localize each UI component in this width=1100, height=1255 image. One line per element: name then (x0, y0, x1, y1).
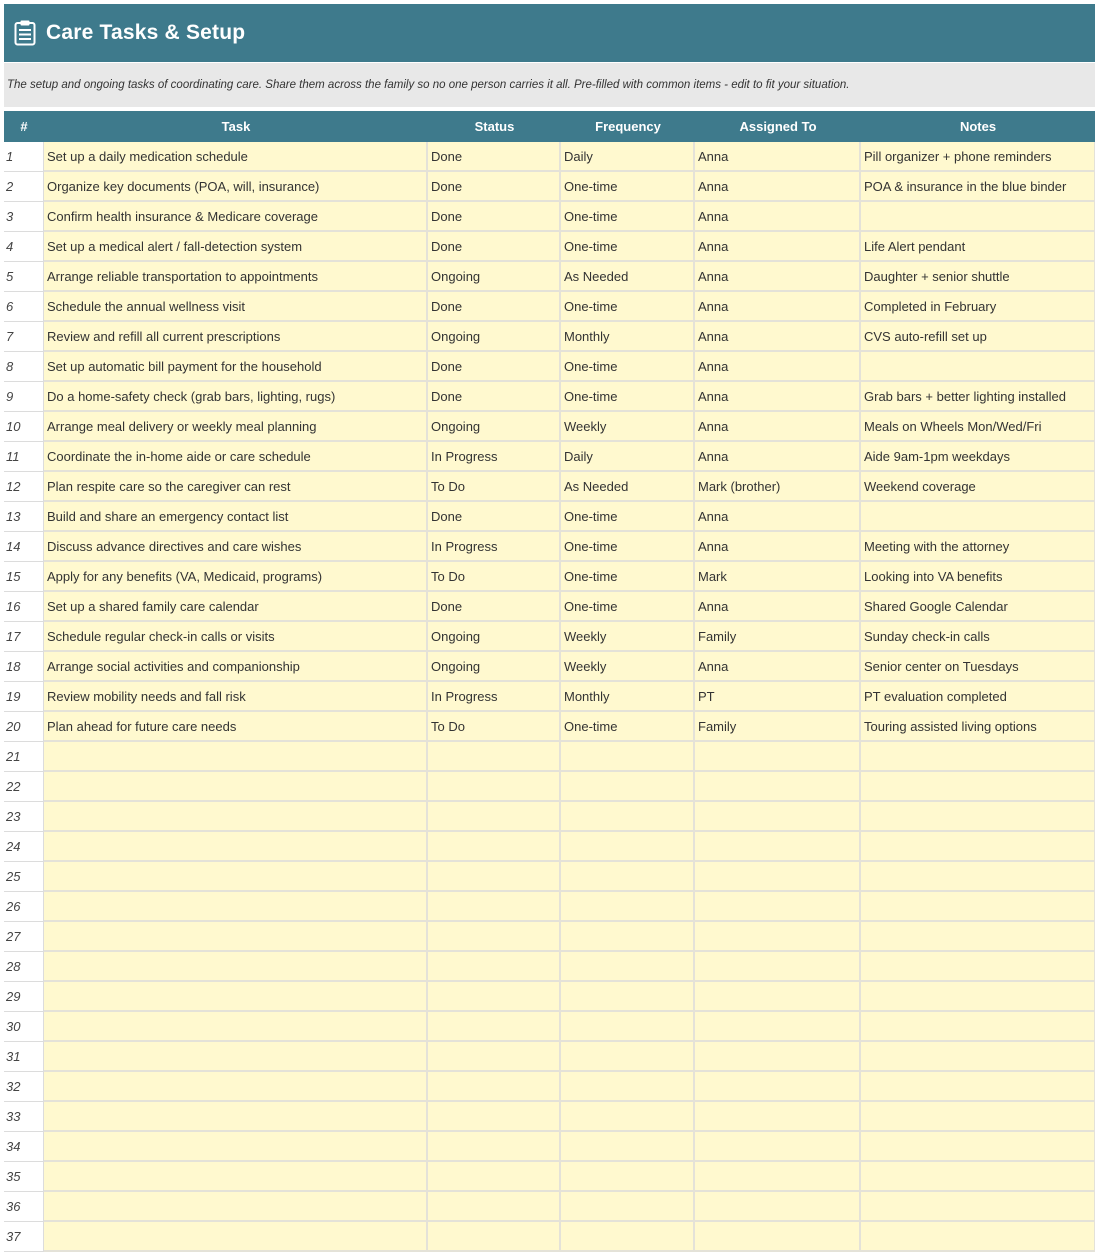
task-cell[interactable]: Schedule the annual wellness visit (44, 292, 428, 322)
notes-cell[interactable]: Aide 9am-1pm weekdays (861, 442, 1095, 472)
task-cell[interactable]: Schedule regular check-in calls or visits (44, 622, 428, 652)
assigned-to-cell[interactable] (695, 1162, 861, 1192)
task-cell[interactable]: Apply for any benefits (VA, Medicaid, programs) (44, 562, 428, 592)
frequency-cell[interactable]: One-time (561, 352, 695, 382)
assigned-to-cell[interactable] (695, 1072, 861, 1102)
task-cell[interactable] (44, 862, 428, 892)
assigned-to-cell[interactable]: Anna (695, 172, 861, 202)
frequency-cell[interactable]: One-time (561, 562, 695, 592)
frequency-cell[interactable] (561, 1162, 695, 1192)
frequency-cell[interactable] (561, 772, 695, 802)
tasks-table (4, 111, 1095, 1252)
row-number-cell: 26 (4, 892, 44, 922)
column-header-assigned-to[interactable]: Assigned To (695, 111, 861, 142)
assigned-to-cell[interactable]: Anna (695, 322, 861, 352)
table-row (4, 772, 1095, 802)
assigned-to-cell[interactable]: Anna (695, 352, 861, 382)
frequency-cell[interactable] (561, 892, 695, 922)
table-row (4, 712, 1095, 742)
task-cell[interactable]: Discuss advance directives and care wishes (44, 532, 428, 562)
notes-cell[interactable] (861, 772, 1095, 802)
status-cell[interactable] (428, 1042, 561, 1072)
row-number-cell: 21 (4, 742, 44, 772)
notes-cell[interactable] (861, 1042, 1095, 1072)
status-cell[interactable]: Done (428, 142, 561, 172)
notes-cell[interactable]: POA & insurance in the blue binder (861, 172, 1095, 202)
assigned-to-cell[interactable] (695, 1042, 861, 1072)
assigned-to-cell[interactable] (695, 772, 861, 802)
row-number-cell: 27 (4, 922, 44, 952)
frequency-cell[interactable]: One-time (561, 592, 695, 622)
status-cell[interactable]: To Do (428, 712, 561, 742)
frequency-cell[interactable]: One-time (561, 712, 695, 742)
table-row (4, 862, 1095, 892)
assigned-to-cell[interactable]: Family (695, 712, 861, 742)
status-cell[interactable] (428, 1192, 561, 1222)
status-cell[interactable] (428, 862, 561, 892)
task-cell[interactable]: Set up a medical alert / fall-detection system (44, 232, 428, 262)
task-cell[interactable]: Set up automatic bill payment for the household (44, 352, 428, 382)
status-cell[interactable] (428, 922, 561, 952)
assigned-to-cell[interactable]: Anna (695, 652, 861, 682)
status-cell[interactable]: Done (428, 292, 561, 322)
table-row (4, 1012, 1095, 1042)
table-row (4, 562, 1095, 592)
frequency-cell[interactable]: One-time (561, 532, 695, 562)
row-number-cell: 7 (4, 322, 44, 352)
status-cell[interactable]: Ongoing (428, 622, 561, 652)
row-number-cell: 19 (4, 682, 44, 712)
notes-cell[interactable] (861, 1072, 1095, 1102)
task-cell[interactable]: Organize key documents (POA, will, insurance) (44, 172, 428, 202)
status-cell[interactable] (428, 1132, 561, 1162)
task-cell[interactable] (44, 1132, 428, 1162)
frequency-cell[interactable]: One-time (561, 232, 695, 262)
frequency-cell[interactable] (561, 802, 695, 832)
notes-cell[interactable] (861, 832, 1095, 862)
table-row (4, 352, 1095, 382)
status-cell[interactable] (428, 892, 561, 922)
table-row (4, 1102, 1095, 1132)
row-number-cell: 15 (4, 562, 44, 592)
notes-cell[interactable]: Meeting with the attorney (861, 532, 1095, 562)
frequency-cell[interactable] (561, 1042, 695, 1072)
task-cell[interactable]: Do a home-safety check (grab bars, lighting, rugs) (44, 382, 428, 412)
notes-cell[interactable] (861, 922, 1095, 952)
table-row (4, 1192, 1095, 1222)
frequency-cell[interactable]: Daily (561, 442, 695, 472)
task-cell[interactable]: Coordinate the in-home aide or care schedule (44, 442, 428, 472)
row-number-cell: 3 (4, 202, 44, 232)
row-number-cell: 35 (4, 1162, 44, 1192)
notes-cell[interactable]: Life Alert pendant (861, 232, 1095, 262)
assigned-to-cell[interactable] (695, 892, 861, 922)
row-number-cell: 25 (4, 862, 44, 892)
task-cell[interactable]: Review mobility needs and fall risk (44, 682, 428, 712)
status-cell[interactable]: In Progress (428, 682, 561, 712)
status-cell[interactable]: In Progress (428, 532, 561, 562)
frequency-cell[interactable] (561, 742, 695, 772)
status-cell[interactable]: Done (428, 592, 561, 622)
table-header-row (4, 111, 1095, 142)
task-cell[interactable] (44, 772, 428, 802)
row-number-cell: 18 (4, 652, 44, 682)
frequency-cell[interactable] (561, 982, 695, 1012)
task-cell[interactable] (44, 892, 428, 922)
notes-cell[interactable] (861, 802, 1095, 832)
status-cell[interactable]: Done (428, 232, 561, 262)
frequency-cell[interactable]: One-time (561, 202, 695, 232)
task-cell[interactable] (44, 742, 428, 772)
assigned-to-cell[interactable] (695, 1132, 861, 1162)
table-row (4, 742, 1095, 772)
notes-cell[interactable]: Meals on Wheels Mon/Wed/Fri (861, 412, 1095, 442)
notes-cell[interactable] (861, 1132, 1095, 1162)
frequency-cell[interactable]: One-time (561, 292, 695, 322)
clipboard-icon (14, 20, 36, 46)
frequency-cell[interactable]: As Needed (561, 262, 695, 292)
notes-cell[interactable]: Grab bars + better lighting installed (861, 382, 1095, 412)
row-number-cell: 36 (4, 1192, 44, 1222)
table-row (4, 1222, 1095, 1252)
status-cell[interactable] (428, 832, 561, 862)
assigned-to-cell[interactable]: Anna (695, 202, 861, 232)
frequency-cell[interactable]: Weekly (561, 652, 695, 682)
row-number-cell: 10 (4, 412, 44, 442)
status-cell[interactable]: Ongoing (428, 322, 561, 352)
frequency-cell[interactable]: Monthly (561, 682, 695, 712)
notes-cell[interactable]: Completed in February (861, 292, 1095, 322)
table-row (4, 382, 1095, 412)
table-row (4, 1042, 1095, 1072)
status-cell[interactable] (428, 802, 561, 832)
table-row (4, 1162, 1095, 1192)
table-row (4, 172, 1095, 202)
task-cell[interactable] (44, 1192, 428, 1222)
status-cell[interactable]: Done (428, 202, 561, 232)
status-cell[interactable] (428, 772, 561, 802)
frequency-cell[interactable]: One-time (561, 382, 695, 412)
assigned-to-cell[interactable] (695, 742, 861, 772)
page-title: Care Tasks & Setup (46, 21, 246, 44)
row-number-cell: 24 (4, 832, 44, 862)
assigned-to-cell[interactable]: Anna (695, 442, 861, 472)
table-body (4, 142, 1095, 1252)
table-row (4, 802, 1095, 832)
assigned-to-cell[interactable]: Anna (695, 142, 861, 172)
frequency-cell[interactable]: One-time (561, 502, 695, 532)
frequency-cell[interactable] (561, 1222, 695, 1252)
assigned-to-cell[interactable]: Anna (695, 262, 861, 292)
column-header-status[interactable]: Status (428, 111, 561, 142)
row-number-cell: 12 (4, 472, 44, 502)
table-row (4, 292, 1095, 322)
task-cell[interactable] (44, 1012, 428, 1042)
status-cell[interactable]: Ongoing (428, 652, 561, 682)
status-cell[interactable]: In Progress (428, 442, 561, 472)
notes-cell[interactable] (861, 892, 1095, 922)
row-number-cell: 9 (4, 382, 44, 412)
assigned-to-cell[interactable] (695, 832, 861, 862)
row-number-cell: 4 (4, 232, 44, 262)
assigned-to-cell[interactable] (695, 1222, 861, 1252)
row-number-cell: 28 (4, 952, 44, 982)
notes-cell[interactable] (861, 1102, 1095, 1132)
frequency-cell[interactable]: Monthly (561, 322, 695, 352)
row-number-cell: 31 (4, 1042, 44, 1072)
task-cell[interactable]: Plan ahead for future care needs (44, 712, 428, 742)
task-cell[interactable]: Set up a shared family care calendar (44, 592, 428, 622)
frequency-cell[interactable]: Weekly (561, 622, 695, 652)
table-row (4, 622, 1095, 652)
notes-cell[interactable]: CVS auto-refill set up (861, 322, 1095, 352)
assigned-to-cell[interactable] (695, 1192, 861, 1222)
task-cell[interactable]: Set up a daily medication schedule (44, 142, 428, 172)
notes-cell[interactable]: Touring assisted living options (861, 712, 1095, 742)
frequency-cell[interactable] (561, 952, 695, 982)
status-cell[interactable]: Ongoing (428, 262, 561, 292)
care-tasks-sheet (4, 4, 1095, 1252)
row-number-cell: 23 (4, 802, 44, 832)
row-number-cell: 11 (4, 442, 44, 472)
frequency-cell[interactable] (561, 1102, 695, 1132)
row-number-cell: 30 (4, 1012, 44, 1042)
notes-cell[interactable] (861, 1222, 1095, 1252)
row-number-cell: 22 (4, 772, 44, 802)
frequency-cell[interactable] (561, 922, 695, 952)
notes-cell[interactable]: Weekend coverage (861, 472, 1095, 502)
row-number-cell: 34 (4, 1132, 44, 1162)
assigned-to-cell[interactable]: Anna (695, 532, 861, 562)
table-row (4, 502, 1095, 532)
assigned-to-cell[interactable]: Anna (695, 232, 861, 262)
column-header-notes[interactable]: Notes (861, 111, 1095, 142)
table-row (4, 412, 1095, 442)
notes-cell[interactable]: Shared Google Calendar (861, 592, 1095, 622)
row-number-cell: 1 (4, 142, 44, 172)
table-row (4, 832, 1095, 862)
frequency-cell[interactable] (561, 1012, 695, 1042)
table-row (4, 1072, 1095, 1102)
status-cell[interactable]: Done (428, 172, 561, 202)
assigned-to-cell[interactable]: Mark (695, 562, 861, 592)
column-header-task[interactable]: Task (44, 111, 428, 142)
notes-cell[interactable]: Looking into VA benefits (861, 562, 1095, 592)
row-number-cell: 16 (4, 592, 44, 622)
notes-cell[interactable] (861, 202, 1095, 232)
assigned-to-cell[interactable]: Anna (695, 502, 861, 532)
notes-cell[interactable]: Sunday check-in calls (861, 622, 1095, 652)
table-row (4, 952, 1095, 982)
row-number-cell: 14 (4, 532, 44, 562)
frequency-cell[interactable]: Daily (561, 142, 695, 172)
table-row (4, 652, 1095, 682)
frequency-cell[interactable] (561, 1072, 695, 1102)
assigned-to-cell[interactable] (695, 922, 861, 952)
assigned-to-cell[interactable] (695, 802, 861, 832)
status-cell[interactable] (428, 982, 561, 1012)
frequency-cell[interactable] (561, 832, 695, 862)
assigned-to-cell[interactable] (695, 862, 861, 892)
row-number-cell: 33 (4, 1102, 44, 1132)
status-cell[interactable]: To Do (428, 472, 561, 502)
task-cell[interactable]: Arrange meal delivery or weekly meal planning (44, 412, 428, 442)
status-cell[interactable] (428, 742, 561, 772)
table-row (4, 682, 1095, 712)
status-cell[interactable]: Ongoing (428, 412, 561, 442)
notes-cell[interactable] (861, 742, 1095, 772)
frequency-cell[interactable]: One-time (561, 172, 695, 202)
table-row (4, 982, 1095, 1012)
status-cell[interactable]: Done (428, 352, 561, 382)
row-number-cell: 8 (4, 352, 44, 382)
notes-cell[interactable]: Daughter + senior shuttle (861, 262, 1095, 292)
task-cell[interactable] (44, 1162, 428, 1192)
notes-cell[interactable] (861, 1192, 1095, 1222)
notes-cell[interactable] (861, 862, 1095, 892)
task-cell[interactable]: Confirm health insurance & Medicare coverage (44, 202, 428, 232)
status-cell[interactable] (428, 1012, 561, 1042)
notes-cell[interactable] (861, 952, 1095, 982)
table-row (4, 1132, 1095, 1162)
frequency-cell[interactable]: Weekly (561, 412, 695, 442)
task-cell[interactable]: Review and refill all current prescriptions (44, 322, 428, 352)
assigned-to-cell[interactable]: Anna (695, 592, 861, 622)
table-row (4, 592, 1095, 622)
page-description: The setup and ongoing tasks of coordinating care. Share them across the family so no one person carries it all. Pre-filled with common items - edit to fit your situation. (4, 63, 1095, 107)
assigned-to-cell[interactable] (695, 952, 861, 982)
row-number-cell: 13 (4, 502, 44, 532)
task-cell[interactable] (44, 1072, 428, 1102)
column-header-number[interactable]: # (4, 111, 44, 142)
table-row (4, 202, 1095, 232)
notes-cell[interactable] (861, 1162, 1095, 1192)
notes-cell[interactable]: Senior center on Tuesdays (861, 652, 1095, 682)
status-cell[interactable]: Done (428, 382, 561, 412)
assigned-to-cell[interactable]: Anna (695, 292, 861, 322)
task-cell[interactable] (44, 832, 428, 862)
notes-cell[interactable] (861, 1012, 1095, 1042)
status-cell[interactable] (428, 952, 561, 982)
row-number-cell: 37 (4, 1222, 44, 1252)
assigned-to-cell[interactable] (695, 1102, 861, 1132)
frequency-cell[interactable] (561, 862, 695, 892)
notes-cell[interactable]: PT evaluation completed (861, 682, 1095, 712)
frequency-cell[interactable] (561, 1192, 695, 1222)
notes-cell[interactable] (861, 352, 1095, 382)
frequency-cell[interactable]: As Needed (561, 472, 695, 502)
table-row (4, 262, 1095, 292)
task-cell[interactable]: Arrange reliable transportation to appointments (44, 262, 428, 292)
row-number-cell: 32 (4, 1072, 44, 1102)
status-cell[interactable] (428, 1222, 561, 1252)
row-number-cell: 2 (4, 172, 44, 202)
table-row (4, 442, 1095, 472)
status-cell[interactable]: Done (428, 502, 561, 532)
status-cell[interactable] (428, 1072, 561, 1102)
status-cell[interactable]: To Do (428, 562, 561, 592)
assigned-to-cell[interactable]: Anna (695, 382, 861, 412)
table-row (4, 922, 1095, 952)
row-number-cell: 17 (4, 622, 44, 652)
task-cell[interactable] (44, 1042, 428, 1072)
table-row (4, 322, 1095, 352)
task-cell[interactable] (44, 1102, 428, 1132)
task-cell[interactable]: Build and share an emergency contact list (44, 502, 428, 532)
title-bar (4, 4, 1095, 62)
notes-cell[interactable]: Pill organizer + phone reminders (861, 142, 1095, 172)
assigned-to-cell[interactable]: PT (695, 682, 861, 712)
assigned-to-cell[interactable]: Family (695, 622, 861, 652)
frequency-cell[interactable] (561, 1132, 695, 1162)
task-cell[interactable] (44, 982, 428, 1012)
assigned-to-cell[interactable]: Mark (brother) (695, 472, 861, 502)
task-cell[interactable]: Arrange social activities and companionship (44, 652, 428, 682)
row-number-cell: 5 (4, 262, 44, 292)
column-header-frequency[interactable]: Frequency (561, 111, 695, 142)
task-cell[interactable] (44, 922, 428, 952)
status-cell[interactable] (428, 1162, 561, 1192)
status-cell[interactable] (428, 1102, 561, 1132)
table-row (4, 472, 1095, 502)
notes-cell[interactable] (861, 982, 1095, 1012)
task-cell[interactable]: Plan respite care so the caregiver can rest (44, 472, 428, 502)
row-number-cell: 6 (4, 292, 44, 322)
assigned-to-cell[interactable] (695, 1012, 861, 1042)
table-row (4, 232, 1095, 262)
assigned-to-cell[interactable]: Anna (695, 412, 861, 442)
task-cell[interactable] (44, 802, 428, 832)
table-row (4, 142, 1095, 172)
notes-cell[interactable] (861, 502, 1095, 532)
table-row (4, 892, 1095, 922)
task-cell[interactable] (44, 1222, 428, 1252)
table-row (4, 532, 1095, 562)
task-cell[interactable] (44, 952, 428, 982)
assigned-to-cell[interactable] (695, 982, 861, 1012)
row-number-cell: 20 (4, 712, 44, 742)
row-number-cell: 29 (4, 982, 44, 1012)
